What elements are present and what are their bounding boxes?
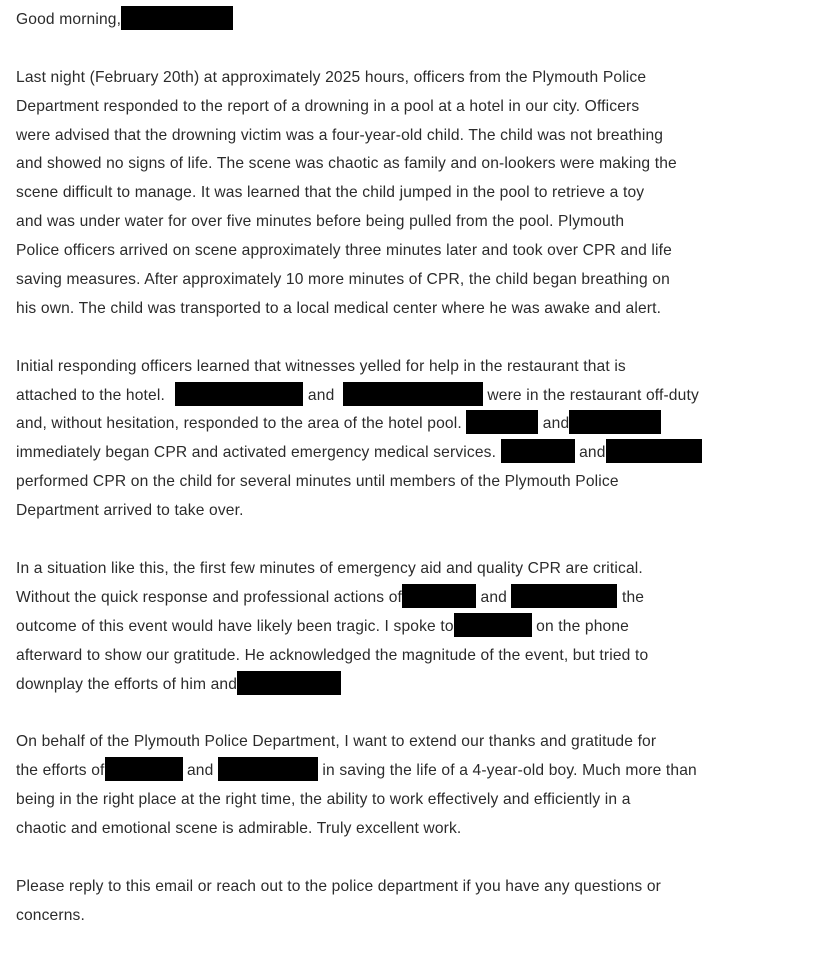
paragraph-incident bbox=[16, 64, 811, 324]
text-line: being in the right place at the right time, the ability to work effectively and efficiently in a bbox=[16, 791, 631, 809]
text-line: Initial responding officers learned that witnesses yelled for help in the restaurant that is bbox=[16, 357, 626, 375]
text-segment: and, without hesitation, responded to the area of the hotel pool. bbox=[16, 415, 462, 433]
redaction-box bbox=[569, 410, 661, 434]
text-line: In a situation like this, the first few minutes of emergency aid and quality CPR are critical. bbox=[16, 559, 643, 577]
text-segment: were in the restaurant off-duty bbox=[487, 386, 699, 404]
text-line: scene difficult to manage. It was learned that the child jumped in the pool to retrieve a toy bbox=[16, 184, 645, 202]
text-line: Last night (February 20th) at approximately 2025 hours, officers from the Plymouth Police bbox=[16, 68, 647, 86]
text-segment: the bbox=[621, 588, 645, 606]
text-line bbox=[16, 671, 811, 700]
text-segment: downplay the efforts of him and bbox=[16, 675, 238, 693]
email-body bbox=[16, 6, 811, 959]
redaction-box bbox=[218, 757, 318, 781]
paragraph-critical-minutes bbox=[16, 555, 811, 699]
text-line: On behalf of the Plymouth Police Department, I want to extend our thanks and gratitude for bbox=[16, 733, 657, 751]
redaction-box bbox=[105, 757, 183, 781]
text-line: Police officers arrived on scene approximately three minutes later and took over CPR and life bbox=[16, 242, 672, 260]
redaction-box bbox=[606, 439, 702, 463]
text-segment: immediately began CPR and activated emergency medical services. bbox=[16, 444, 497, 462]
text-line: afterward to show our gratitude. He acknowledged the magnitude of the event, but tried to bbox=[16, 646, 649, 664]
text-line: concerns. bbox=[16, 906, 85, 924]
text-segment: outcome of this event would have likely been tragic. I spoke to bbox=[16, 617, 454, 635]
text-line: Please reply to this email or reach out to the police department if you have any questions or bbox=[16, 877, 661, 895]
text-line bbox=[16, 439, 811, 468]
text-line: Department arrived to take over. bbox=[16, 502, 244, 520]
redaction-box bbox=[402, 584, 476, 608]
text-line: Department responded to the report of a drowning in a pool at a hotel in our city. Officers bbox=[16, 97, 640, 115]
greeting-text: Good morning, bbox=[16, 11, 122, 28]
redaction-box bbox=[511, 584, 617, 608]
text-segment: and bbox=[186, 762, 214, 780]
text-line bbox=[16, 584, 811, 613]
redaction-box bbox=[466, 410, 538, 434]
text-segment: the efforts of bbox=[16, 762, 105, 780]
text-segment: Without the quick response and professional actions of bbox=[16, 588, 403, 606]
greeting-line bbox=[16, 6, 811, 35]
text-line: and was under water for over five minutes before being pulled from the pool. Plymouth bbox=[16, 213, 625, 231]
text-line: performed CPR on the child for several minutes until members of the Plymouth Police bbox=[16, 473, 619, 491]
text-line: his own. The child was transported to a local medical center where he was awake and alert. bbox=[16, 299, 662, 317]
text-segment: on the phone bbox=[536, 617, 629, 635]
paragraph-thanks bbox=[16, 728, 811, 844]
text-line: saving measures. After approximately 10 more minutes of CPR, the child began breathing on bbox=[16, 271, 670, 289]
redaction-box bbox=[501, 439, 575, 463]
paragraph-off-duty-response bbox=[16, 353, 811, 526]
text-line: chaotic and emotional scene is admirable. Truly excellent work. bbox=[16, 819, 462, 837]
redaction-box bbox=[237, 671, 341, 695]
text-segment: attached to the hotel. bbox=[16, 386, 165, 404]
text-segment: and bbox=[542, 415, 570, 433]
redaction-box bbox=[175, 382, 303, 406]
text-segment: and bbox=[579, 444, 606, 462]
redaction-box bbox=[454, 613, 532, 637]
text-line: and showed no signs of life. The scene was chaotic as family and on-lookers were making the bbox=[16, 155, 677, 173]
text-line bbox=[16, 757, 811, 786]
text-segment: and bbox=[480, 588, 507, 606]
text-line: were advised that the drowning victim was a four-year-old child. The child was not breathing bbox=[16, 126, 664, 144]
text-segment: in saving the life of a 4-year-old boy. Much more than bbox=[322, 762, 697, 780]
text-line bbox=[16, 410, 811, 439]
redaction-box bbox=[121, 6, 233, 30]
text-line bbox=[16, 613, 811, 642]
text-segment: and bbox=[307, 386, 335, 404]
redaction-box bbox=[343, 382, 483, 406]
text-line bbox=[16, 382, 811, 411]
paragraph-closing bbox=[16, 873, 811, 931]
